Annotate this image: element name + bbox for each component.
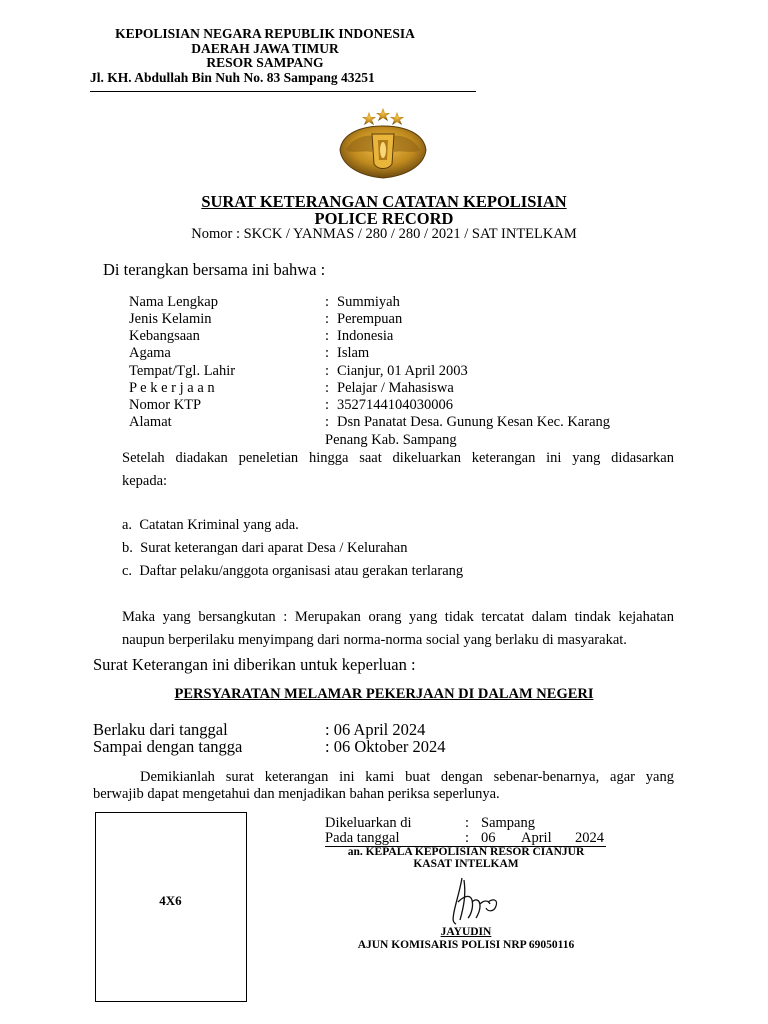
field-colon: : bbox=[325, 311, 330, 327]
list-item bbox=[122, 563, 463, 580]
valid-to-label: Sampai dengan tangga bbox=[93, 737, 243, 756]
signature-image bbox=[440, 872, 510, 932]
closing-line-2: berwajib dapat mengetahui dan menjadikan bahan periksa seperlunya. bbox=[93, 786, 500, 802]
purpose-text: PERSYARATAN MELAMAR PEKERJAAN DI DALAM NEGERI bbox=[174, 686, 594, 702]
field-colon: : bbox=[325, 397, 330, 413]
field-label: Tempat/Tgl. Lahir bbox=[129, 363, 236, 379]
signatory-name: JAYUDIN bbox=[440, 926, 492, 938]
field-label: P e k e r j a a n bbox=[129, 380, 215, 396]
field-label: Jenis Kelamin bbox=[129, 311, 212, 327]
field-label: Alamat bbox=[129, 414, 172, 430]
field-value: Dsn Panatat Desa. Gunung Kesan Kec. Karang bbox=[337, 414, 611, 430]
field-label: Nama Lengkap bbox=[129, 294, 218, 310]
closing-line-1: Demikianlah surat keterangan ini kami buat dengan sebenar-benarnya, agar yang bbox=[140, 769, 674, 785]
issued-date-colon: : bbox=[465, 830, 470, 846]
field-colon: : bbox=[325, 345, 330, 361]
field-label: Nomor KTP bbox=[129, 397, 202, 413]
issued-date-label: Pada tanggal bbox=[325, 830, 400, 846]
purpose-intro: Surat Keterangan ini diberikan untuk keperluan : bbox=[93, 655, 416, 674]
list-text: Daftar pelaku/anggota organisasi atau gerakan terlarang bbox=[139, 563, 464, 579]
research-line-2: kepada: bbox=[122, 473, 168, 489]
issued-day: 06 bbox=[481, 830, 496, 846]
letterhead-address: Jl. KH. Abdullah Bin Nuh No. 83 Sampang 43251 bbox=[90, 70, 375, 85]
field-value: Pelajar / Mahasiswa bbox=[337, 380, 454, 396]
field-label: Kebangsaan bbox=[129, 328, 200, 344]
photo-placeholder bbox=[95, 812, 247, 1002]
field-colon: : bbox=[325, 294, 330, 310]
signatory-office: an. KEPALA KEPOLISIAN RESOR CIANJUR bbox=[347, 846, 585, 858]
research-line-1: Setelah diadakan peneletian hingga saat dikeluarkan keterangan ini yang didasarkan bbox=[122, 450, 674, 466]
conclusion-line-2: naupun berperilaku menyimpang dari norma-norma social yang berlaku di masyarakat. bbox=[122, 632, 627, 648]
issued-year: 2024 bbox=[575, 830, 604, 846]
issued-place-value: Sampang bbox=[481, 815, 535, 831]
intro-text: Di terangkan bersama ini bahwa : bbox=[103, 260, 326, 279]
issued-place-label: Dikeluarkan di bbox=[325, 815, 412, 831]
police-emblem-icon bbox=[332, 106, 434, 182]
list-marker: c. bbox=[122, 563, 133, 579]
document-number: Nomor : SKCK / YANMAS / 280 / 280 / 2021 / SAT INTELKAM bbox=[191, 226, 577, 242]
signatory-position: KASAT INTELKAM bbox=[413, 858, 519, 870]
list-text: Catatan Kriminal yang ada. bbox=[139, 517, 299, 533]
field-value: Cianjur, 01 April 2003 bbox=[337, 363, 468, 379]
field-colon: : bbox=[325, 414, 330, 430]
list-item bbox=[122, 517, 299, 534]
document-subtitle: POLICE RECORD bbox=[314, 209, 454, 228]
document-title: SURAT KETERANGAN CATATAN KEPOLISIAN bbox=[201, 192, 567, 211]
list-marker: a. bbox=[122, 517, 133, 533]
issued-date-row bbox=[325, 830, 606, 847]
field-colon: : bbox=[325, 328, 330, 344]
field-value: 3527144104030006 bbox=[337, 397, 453, 413]
field-value: Perempuan bbox=[337, 311, 403, 327]
photo-size-label: 4X6 bbox=[159, 893, 182, 908]
list-item bbox=[122, 540, 407, 557]
valid-from-label: Berlaku dari tanggal bbox=[93, 720, 228, 739]
field-colon: : bbox=[325, 380, 330, 396]
valid-from-value: : 06 April 2024 bbox=[325, 720, 426, 739]
letterhead-divider bbox=[90, 91, 476, 92]
field-value: Indonesia bbox=[337, 328, 394, 344]
address-continuation: Penang Kab. Sampang bbox=[325, 432, 457, 448]
letterhead-line-3: RESOR SAMPANG bbox=[206, 55, 324, 70]
field-value: Islam bbox=[337, 345, 370, 361]
list-marker: b. bbox=[122, 540, 133, 556]
conclusion-line-1: Maka yang bersangkutan : Merupakan orang yang tidak tercatat dalam tindak kejahatan bbox=[122, 609, 674, 625]
issued-month: April bbox=[521, 830, 552, 846]
field-colon: : bbox=[325, 363, 330, 379]
letterhead-line-2: DAERAH JAWA TIMUR bbox=[191, 41, 339, 56]
field-label: Agama bbox=[129, 345, 171, 361]
signatory-rank: AJUN KOMISARIS POLISI NRP 69050116 bbox=[357, 939, 575, 951]
issued-place-colon: : bbox=[465, 815, 470, 831]
list-text: Surat keterangan dari aparat Desa / Kelurahan bbox=[140, 540, 408, 556]
valid-to-value: : 06 Oktober 2024 bbox=[325, 737, 446, 756]
letterhead-line-1: KEPOLISIAN NEGARA REPUBLIK INDONESIA bbox=[115, 26, 415, 41]
field-value: Summiyah bbox=[337, 294, 400, 310]
